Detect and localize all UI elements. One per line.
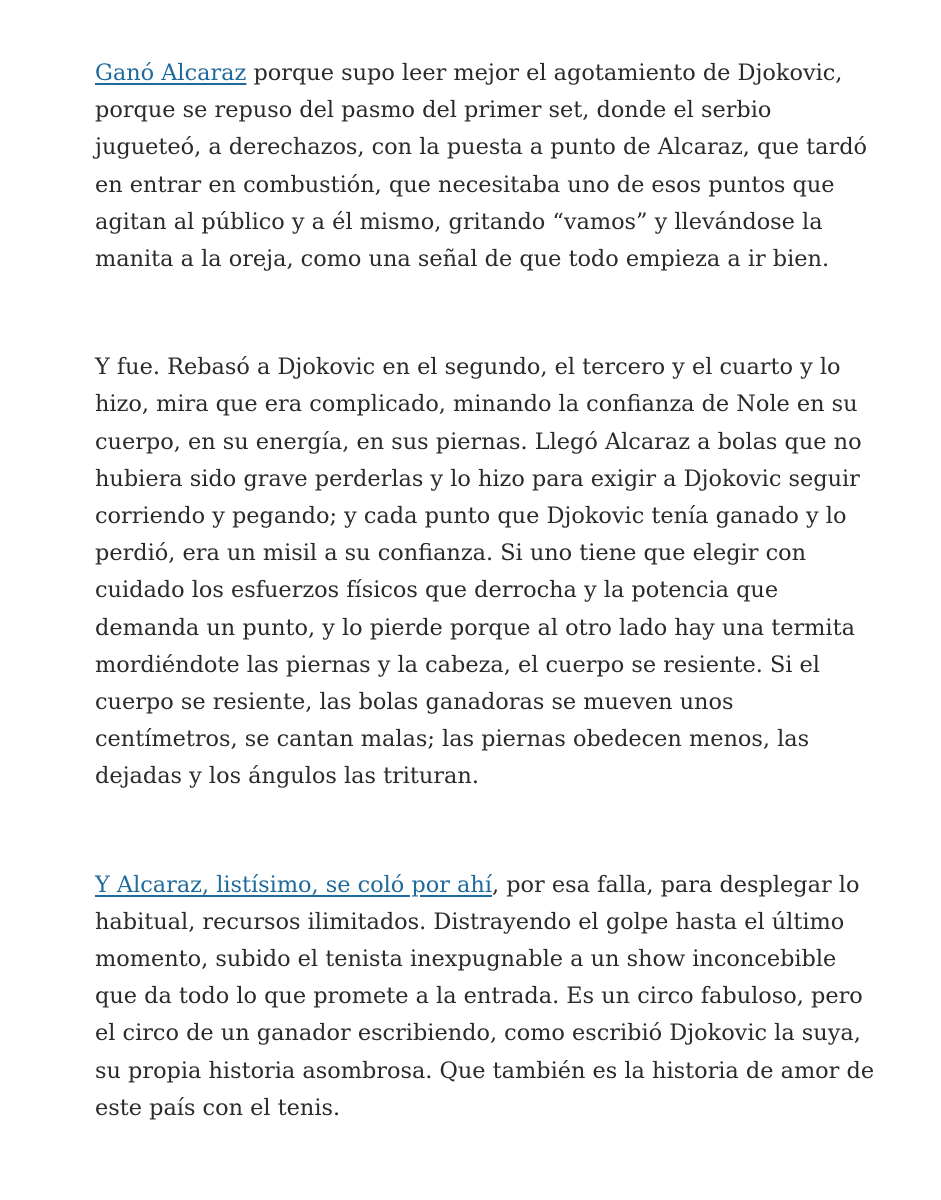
article-link-alcaraz-listisimo[interactable]: Y Alcaraz, listísimo, se coló por ahí — [95, 871, 492, 898]
paragraph-3-text: , por esa falla, para desplegar lo habitual, recursos ilimitados. Distrayendo el golpe hasta el último momento, subido el tenista inexpugnable a un show inconcebible que da todo lo que promete a la entrada. Es un circo fabuloso, pero el circo de un ganador escribiendo, como escribió Djokovic la suya, su propia historia asombrosa. Que también es la historia de amor de este país con el tenis. — [95, 871, 875, 1121]
paragraph-2 — [95, 349, 875, 795]
paragraph-1 — [95, 55, 875, 278]
article-link-gano-alcaraz[interactable]: Ganó Alcaraz — [95, 60, 247, 86]
paragraph-2-text: Y fue. Rebasó a Djokovic en el segundo, el tercero y el cuarto y lo hizo, mira que era complicado, minando la confianza de Nole en su cuerpo, en su energía, en sus piernas. Llegó Alcaraz a bolas que no hubiera sido grave perderlas y lo hizo para exigir a Djokovic seguir corriendo y pegando; y cada punto que Djokovic tenía ganado y lo perdió, era un misil a su confianza. Si uno tiene que elegir con cuidado los esfuerzos físicos que derrocha y la potencia que demanda un punto, y lo pierde porque al otro lado hay una termita mordiéndote las piernas y la cabeza, el cuerpo se resiente. Si el cuerpo se resiente, las bolas ganadoras se mueven unos centímetros, se cantan malas; las piernas obedecen menos, las dejadas y los ángulos las trituran. — [95, 354, 862, 790]
article-body — [95, 55, 875, 1127]
paragraph-3 — [95, 867, 875, 1127]
paragraph-1-text: porque supo leer mejor el agotamiento de Djokovic, porque se repuso del pasmo del primer set, donde el serbio jugueteó, a derechazos, con la puesta a punto de Alcaraz, que tardó en entrar en combustión, que necesitaba uno de esos puntos que agitan al público y a él mismo, gritando “vamos” y llevándose la manita a la oreja, como una señal de que todo empieza a ir bien. — [95, 60, 868, 273]
